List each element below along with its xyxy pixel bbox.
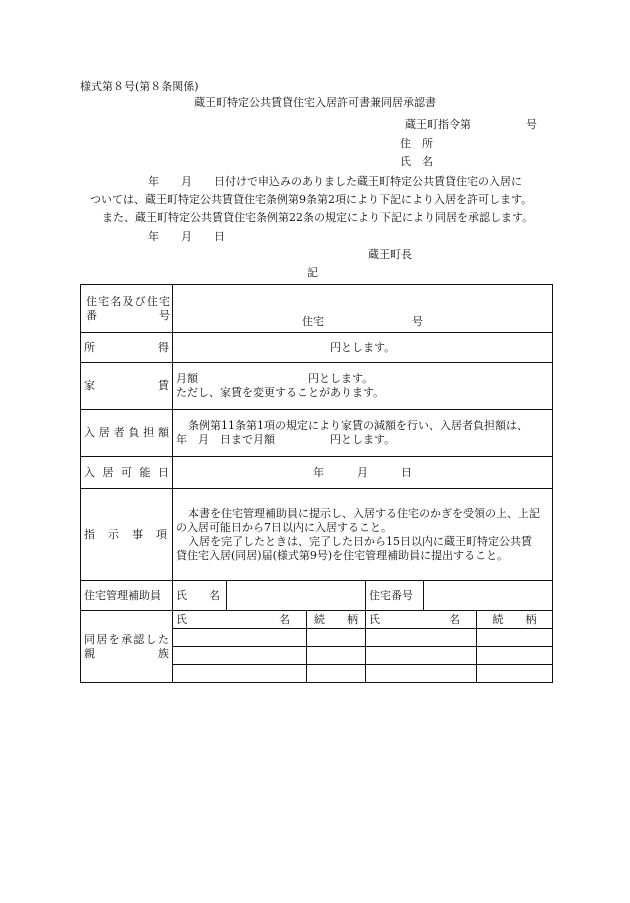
kin-cell bbox=[366, 665, 477, 683]
rent-line-1: 月額 円とします。 bbox=[176, 372, 374, 385]
instr-label-cell bbox=[81, 489, 173, 581]
instr-label: 指示事項 bbox=[84, 527, 169, 541]
income-value: 円とします。 bbox=[173, 333, 553, 363]
row-date bbox=[81, 457, 553, 489]
burden-line-2: 年 月 日まで月額 円とします。 bbox=[176, 433, 396, 446]
manager-name-value bbox=[227, 581, 366, 611]
issue-date: 年 月 日 bbox=[148, 230, 225, 243]
housing-value: 住宅 号 bbox=[302, 315, 424, 328]
kin-name-header-b2: 名 bbox=[424, 611, 477, 629]
kin-cell bbox=[307, 647, 366, 665]
order-number: 蔵王町指令第 号 bbox=[405, 118, 537, 131]
burden-label-cell bbox=[81, 410, 173, 457]
body-line-1: 年 月 日付けで申込みのありました蔵王町特定公共賃貸住宅の入居に bbox=[148, 175, 522, 188]
name-label: 氏 名 bbox=[400, 155, 433, 168]
instr-line-1: 本書を住宅管理補助員に提示し、入居する住宅のかぎを受領の上、上記 bbox=[188, 506, 540, 520]
kin-cell bbox=[307, 665, 366, 683]
rent-line-2: ただし、家賃を変更することがあります。 bbox=[176, 386, 385, 399]
instr-line-3: 入居を完了したときは、完了した日から15日以内に蔵王町特定公共賃 bbox=[188, 534, 532, 548]
housing-label-cell bbox=[81, 285, 173, 333]
kin-name-header-b1: 氏 bbox=[366, 611, 424, 629]
housing-label: 住宅名及び住宅番号 bbox=[86, 294, 170, 322]
house-no-value bbox=[424, 581, 553, 611]
instr-line-4: 貸住宅入居(同居)届(様式第9号)を住宅管理補助員に提出すること。 bbox=[176, 548, 509, 562]
instr-value-cell bbox=[173, 489, 553, 581]
kin-relation-header-a: 続 柄 bbox=[307, 611, 366, 629]
issuer: 蔵王町長 bbox=[368, 248, 412, 261]
row-instructions bbox=[81, 489, 553, 581]
burden-value-cell bbox=[173, 410, 553, 457]
house-no-label: 住宅番号 bbox=[366, 581, 424, 611]
kin-name-header-a1: 氏 bbox=[173, 611, 227, 629]
burden-label: 入居者負担額 bbox=[84, 426, 169, 439]
kin-cell bbox=[307, 629, 366, 647]
kin-cell bbox=[173, 665, 307, 683]
income-label: 所 得 bbox=[84, 340, 169, 354]
kin-cell bbox=[366, 629, 477, 647]
row-income bbox=[81, 333, 553, 363]
ki-marker: 記 bbox=[307, 266, 318, 279]
housing-value-cell bbox=[173, 285, 553, 333]
kin-cell bbox=[173, 629, 307, 647]
form-table bbox=[80, 284, 553, 683]
kin-label-cell bbox=[81, 611, 173, 683]
rent-label-cell bbox=[81, 363, 173, 410]
kin-header-row bbox=[81, 611, 553, 629]
manager-name-label: 氏 名 bbox=[173, 581, 227, 611]
rent-label: 家 賃 bbox=[84, 379, 169, 392]
kin-cell bbox=[366, 647, 477, 665]
manager-label: 住宅管理補助員 bbox=[81, 581, 173, 611]
rent-value-cell bbox=[173, 363, 553, 410]
kin-cell bbox=[173, 647, 307, 665]
form-number: 様式第８号(第８条関係) bbox=[80, 80, 199, 93]
body-line-2: ついては、蔵王町特定公共賃貸住宅条例第9条第2項により下記により入居を許可します。 bbox=[90, 193, 533, 206]
date-value: 年 月 日 bbox=[173, 457, 553, 489]
date-label-cell bbox=[81, 457, 173, 489]
body-line-3: また、蔵王町特定公共賃貸住宅条例第22条の規定により下記により同居を承認します。 bbox=[102, 211, 534, 224]
document-title: 蔵王町特定公共賃貸住宅入居許可書兼同居承認書 bbox=[194, 96, 436, 109]
kin-cell bbox=[477, 665, 553, 683]
kin-label-2: 親 族 bbox=[84, 646, 169, 660]
kin-cell bbox=[477, 647, 553, 665]
address-label: 住 所 bbox=[400, 137, 433, 150]
kin-relation-header-b: 続 柄 bbox=[477, 611, 553, 629]
instr-line-2: の入居可能日から7日以内に入居すること。 bbox=[176, 520, 392, 534]
row-burden bbox=[81, 410, 553, 457]
kin-name-header-a2: 名 bbox=[227, 611, 307, 629]
burden-line-1: 条例第11条第1項の規定により家賃の減額を行い、入居者負担額は、 bbox=[188, 419, 528, 432]
kin-cell bbox=[477, 629, 553, 647]
kin-label-1: 同居を承認した bbox=[84, 632, 169, 646]
row-housing bbox=[81, 285, 553, 333]
date-label: 入居可能日 bbox=[84, 465, 169, 479]
row-rent bbox=[81, 363, 553, 410]
income-label-cell bbox=[81, 333, 173, 363]
row-manager bbox=[81, 581, 553, 611]
